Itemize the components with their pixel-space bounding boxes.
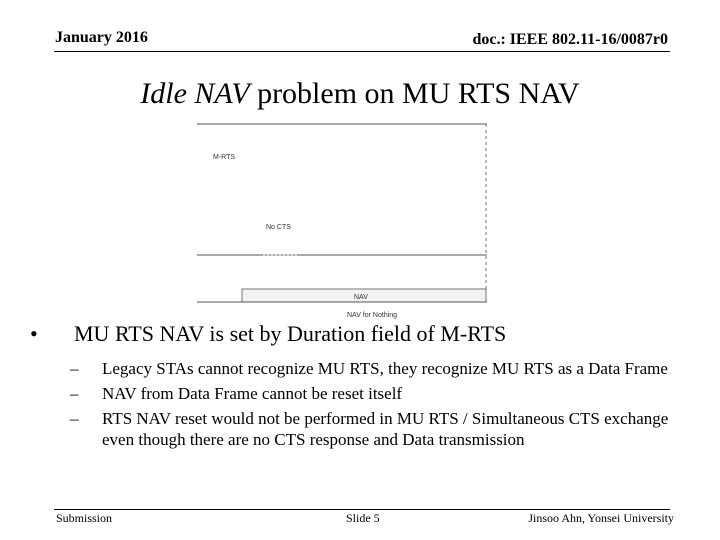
footer-slide-number: Slide 5 (346, 511, 380, 525)
sub-bullet-marker: – (70, 384, 79, 403)
sub-bullet (70, 408, 690, 450)
no-cts-label: No CTS (266, 224, 291, 231)
sub-bullet (70, 383, 690, 404)
nav-label: NAV (354, 294, 368, 301)
footer-author: Jinsoo Ahn, Yonsei University (528, 511, 674, 525)
header-doc-id: doc.: IEEE 802.11-16/0087r0 (472, 31, 668, 48)
footer-submission: Submission (56, 511, 113, 525)
header-date: January 2016 (55, 29, 148, 46)
m-rts-label: M-RTS (213, 154, 236, 161)
sub-bullet (70, 358, 690, 379)
nav-for-nothing-label: NAV for Nothing (347, 312, 398, 319)
slide-title (0, 76, 720, 112)
sub-bullet-text: RTS NAV reset would not be performed in MU RTS / Simultaneous CTS exchange even though there are no CTS response and Data transmission (102, 409, 669, 449)
sub-bullet-marker: – (70, 409, 79, 428)
header-divider (54, 51, 670, 52)
sub-bullet-marker: – (70, 359, 79, 378)
mu-rts-nav-diagram (197, 118, 497, 328)
footer-divider (54, 509, 670, 510)
main-bullet-text: MU RTS NAV is set by Duration field of M-RTS (74, 321, 507, 346)
title-rest: problem on MU RTS NAV (249, 77, 580, 110)
bullet-list (30, 320, 690, 450)
sub-bullet-list (30, 358, 690, 450)
sub-bullet-text: Legacy STAs cannot recognize MU RTS, they recognize MU RTS as a Data Frame (102, 359, 668, 378)
sub-bullet-text: NAV from Data Frame cannot be reset itself (102, 384, 403, 403)
main-bullet (30, 320, 690, 348)
title-italic-part: Idle NAV (140, 77, 250, 110)
bullet-marker: • (30, 321, 38, 346)
